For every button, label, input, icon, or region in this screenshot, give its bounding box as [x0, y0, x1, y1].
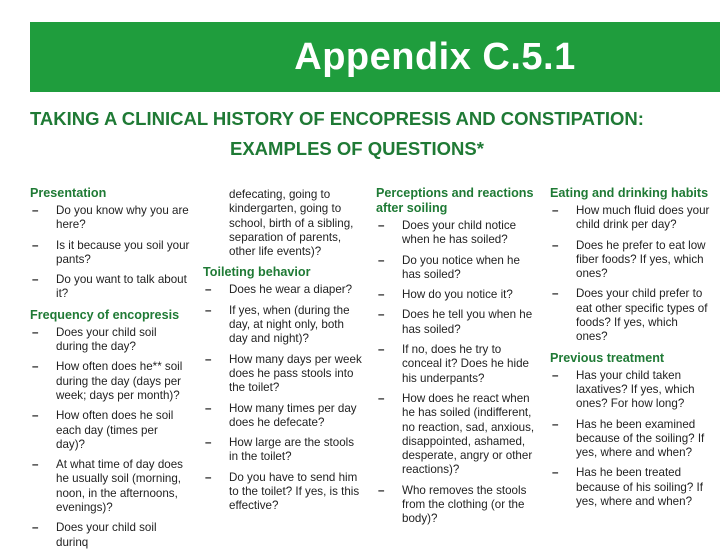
question-text: How much fluid does your child drink per day? [576, 204, 710, 232]
question-item [550, 239, 710, 282]
subtitle [30, 104, 720, 164]
dash-bullet: – [32, 458, 39, 472]
question-text: Who removes the stools from the clothing (or the body)? [402, 483, 527, 526]
question-item [376, 254, 536, 283]
question-text: Do you want to talk about it? [56, 273, 187, 301]
question-item [376, 219, 536, 248]
question-item [550, 287, 710, 344]
question-text: Does he prefer to eat low fiber foods? If yes, which ones? [576, 238, 706, 281]
question-text: How often does he soil each day (times per day)? [56, 409, 174, 451]
question-item [30, 360, 190, 403]
dash-bullet: – [378, 343, 385, 357]
dash-bullet: – [32, 238, 39, 252]
section-heading: Presentation [30, 186, 107, 200]
question-item [376, 484, 536, 527]
dash-bullet: – [378, 391, 385, 405]
dash-bullet: – [205, 401, 212, 415]
question-item [550, 369, 710, 412]
dash-bullet: – [552, 466, 559, 480]
dash-bullet: – [378, 253, 385, 267]
question-item [30, 409, 190, 452]
dash-bullet: – [32, 204, 39, 217]
question-item [30, 239, 190, 268]
dash-bullet: – [32, 360, 39, 374]
question-item [550, 466, 710, 509]
dash-bullet: – [552, 287, 559, 301]
question-text: Does he wear a diaper? [229, 283, 353, 297]
dash-bullet: – [32, 409, 39, 423]
question-item [30, 326, 190, 355]
question-item [376, 392, 536, 478]
question-item [30, 521, 190, 550]
question-text: How large are the stools in the toilet? [229, 436, 355, 464]
question-item [30, 204, 190, 233]
dash-bullet: – [378, 483, 385, 497]
question-text: Does he tell you when he has soiled? [402, 308, 533, 336]
dash-bullet: – [552, 238, 559, 252]
dash-bullet: – [205, 470, 212, 484]
question-item [30, 273, 190, 302]
subtitle-line-1: TAKING A CLINICAL HISTORY OF ENCOPRESIS AND CONSTIPATION: [30, 108, 644, 129]
question-text: Do you have to send him to the toilet? If yes, is this effective? [229, 470, 360, 513]
section-heading: Toileting behavior [203, 265, 311, 280]
subtitle-line-2: EXAMPLES OF QUESTIONS* [230, 138, 484, 159]
dash-bullet: – [205, 303, 212, 317]
column-1 [30, 186, 190, 556]
question-text: Does your child soil during the day? [56, 325, 157, 354]
question-item [203, 353, 363, 396]
question-item [203, 283, 363, 297]
question-item [203, 436, 363, 465]
question-item [376, 288, 536, 302]
question-text: How does he react when he has soiled (indifferent, no reaction, sad, anxious, disappointed, ashamed, desperate, angry or other reactions)? [402, 391, 535, 477]
dash-bullet: – [378, 308, 385, 322]
column-4 [550, 186, 710, 515]
dash-bullet: – [205, 352, 212, 366]
question-text: How often does he** soil during the day (days per week; days per month)? [56, 360, 183, 402]
dash-bullet: – [32, 521, 39, 535]
column-2 [203, 188, 363, 520]
question-text: How many days per week does he pass stools into the toilet? [229, 352, 362, 395]
dash-bullet: – [552, 417, 559, 431]
question-text: Has he been treated because of his soiling? If yes, where and when? [576, 466, 703, 509]
dash-bullet: – [378, 288, 385, 302]
question-text: How do you notice it? [402, 288, 513, 302]
question-text: If no, does he try to conceal it? Does he hide his underpants? [402, 343, 529, 385]
question-item [203, 471, 363, 514]
section-heading: Frequency of encopresis [30, 307, 180, 322]
continuation-text: defecating, going to kindergarten, going to school, birth of a sibling, separation of parents, other life events)? [229, 188, 354, 259]
title-banner [30, 22, 720, 92]
question-text: Has your child taken laxatives? If yes, which ones? For how long? [576, 368, 695, 411]
question-item [376, 343, 536, 386]
question-text: If yes, when (during the day, at night only, both day and night)? [229, 303, 350, 346]
dash-bullet: – [32, 325, 39, 339]
question-item [203, 304, 363, 347]
question-item [550, 204, 710, 233]
dash-bullet: – [552, 368, 559, 382]
dash-bullet: – [205, 283, 212, 297]
question-text: Do you know why you are here? [56, 204, 189, 232]
dash-bullet: – [378, 219, 385, 232]
question-item [30, 458, 190, 515]
question-item [376, 308, 536, 337]
question-text: Does your child soil durinq [56, 521, 157, 549]
section-heading: Previous treatment [550, 350, 665, 365]
dash-bullet: – [552, 204, 559, 217]
question-text: Has he been examined because of the soiling? If yes, where and when? [576, 417, 705, 460]
page-title: Appendix C.5.1 [294, 35, 576, 78]
question-text: Is it because you soil your pants? [56, 238, 190, 266]
section-heading: Eating and drinking habits [550, 186, 709, 200]
question-text: At what time of day does he usually soil (morning, noon, in the afternoons, evenings)? [56, 458, 183, 515]
question-text: Do you notice when he has soiled? [402, 253, 520, 281]
question-item [550, 418, 710, 461]
question-item [203, 402, 363, 431]
question-text: Does your child prefer to eat other specific types of foods? If yes, which ones? [576, 287, 708, 344]
column-3 [376, 186, 536, 533]
question-text: How many times per day does he defecate? [229, 401, 357, 429]
section-heading: Perceptions and reactions after soiling [376, 186, 534, 215]
dash-bullet: – [32, 273, 39, 287]
question-text: Does your child notice when he has soiled? [402, 219, 517, 247]
dash-bullet: – [205, 436, 212, 450]
